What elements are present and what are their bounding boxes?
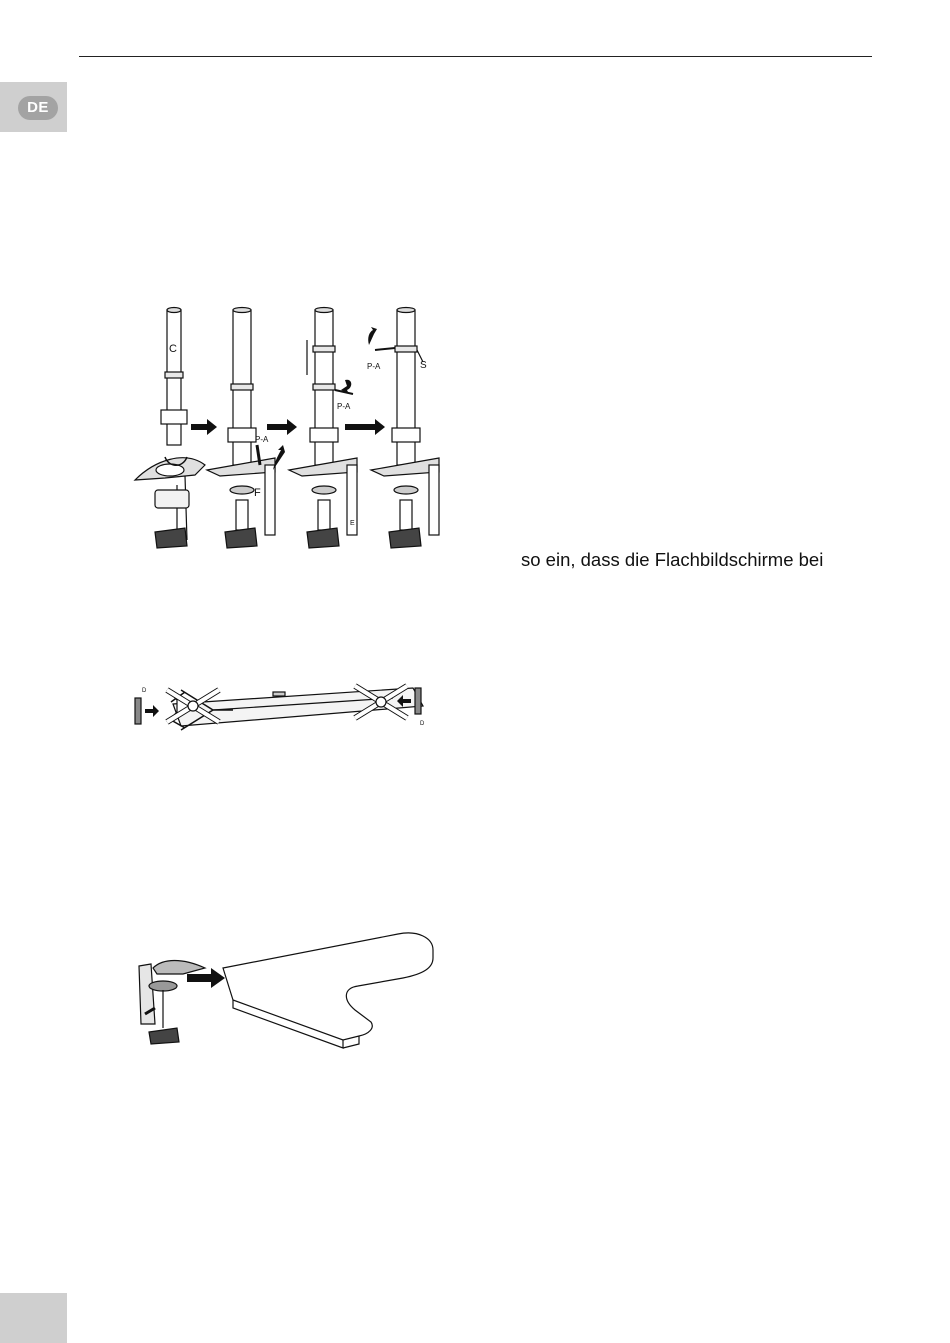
label-pa-step4: P-A <box>367 362 381 371</box>
page-number-tab <box>0 1293 67 1343</box>
label-d-right: D <box>420 721 425 727</box>
label-d-left: D <box>142 688 147 694</box>
label-s: S <box>420 360 427 371</box>
arrow-right-icon <box>345 419 385 435</box>
figure-pole-assembly <box>125 300 445 550</box>
figure-clamp <box>133 928 438 1053</box>
arrow-right-icon <box>145 705 159 717</box>
label-e: E <box>350 520 355 527</box>
label-pa-step3: P-A <box>337 402 351 411</box>
rotate-arrow-icon <box>368 327 377 345</box>
label-c: C <box>169 343 177 355</box>
arrow-right-icon <box>191 419 217 435</box>
label-pa-step2: P-A <box>255 435 269 444</box>
arrow-right-icon <box>267 419 297 435</box>
body-text-line: so ein, dass die Flachbildschirme bei <box>521 549 824 570</box>
header-rule <box>79 56 872 57</box>
label-f: F <box>254 487 261 499</box>
language-badge: DE <box>18 96 58 120</box>
figure-bracket <box>133 680 433 740</box>
